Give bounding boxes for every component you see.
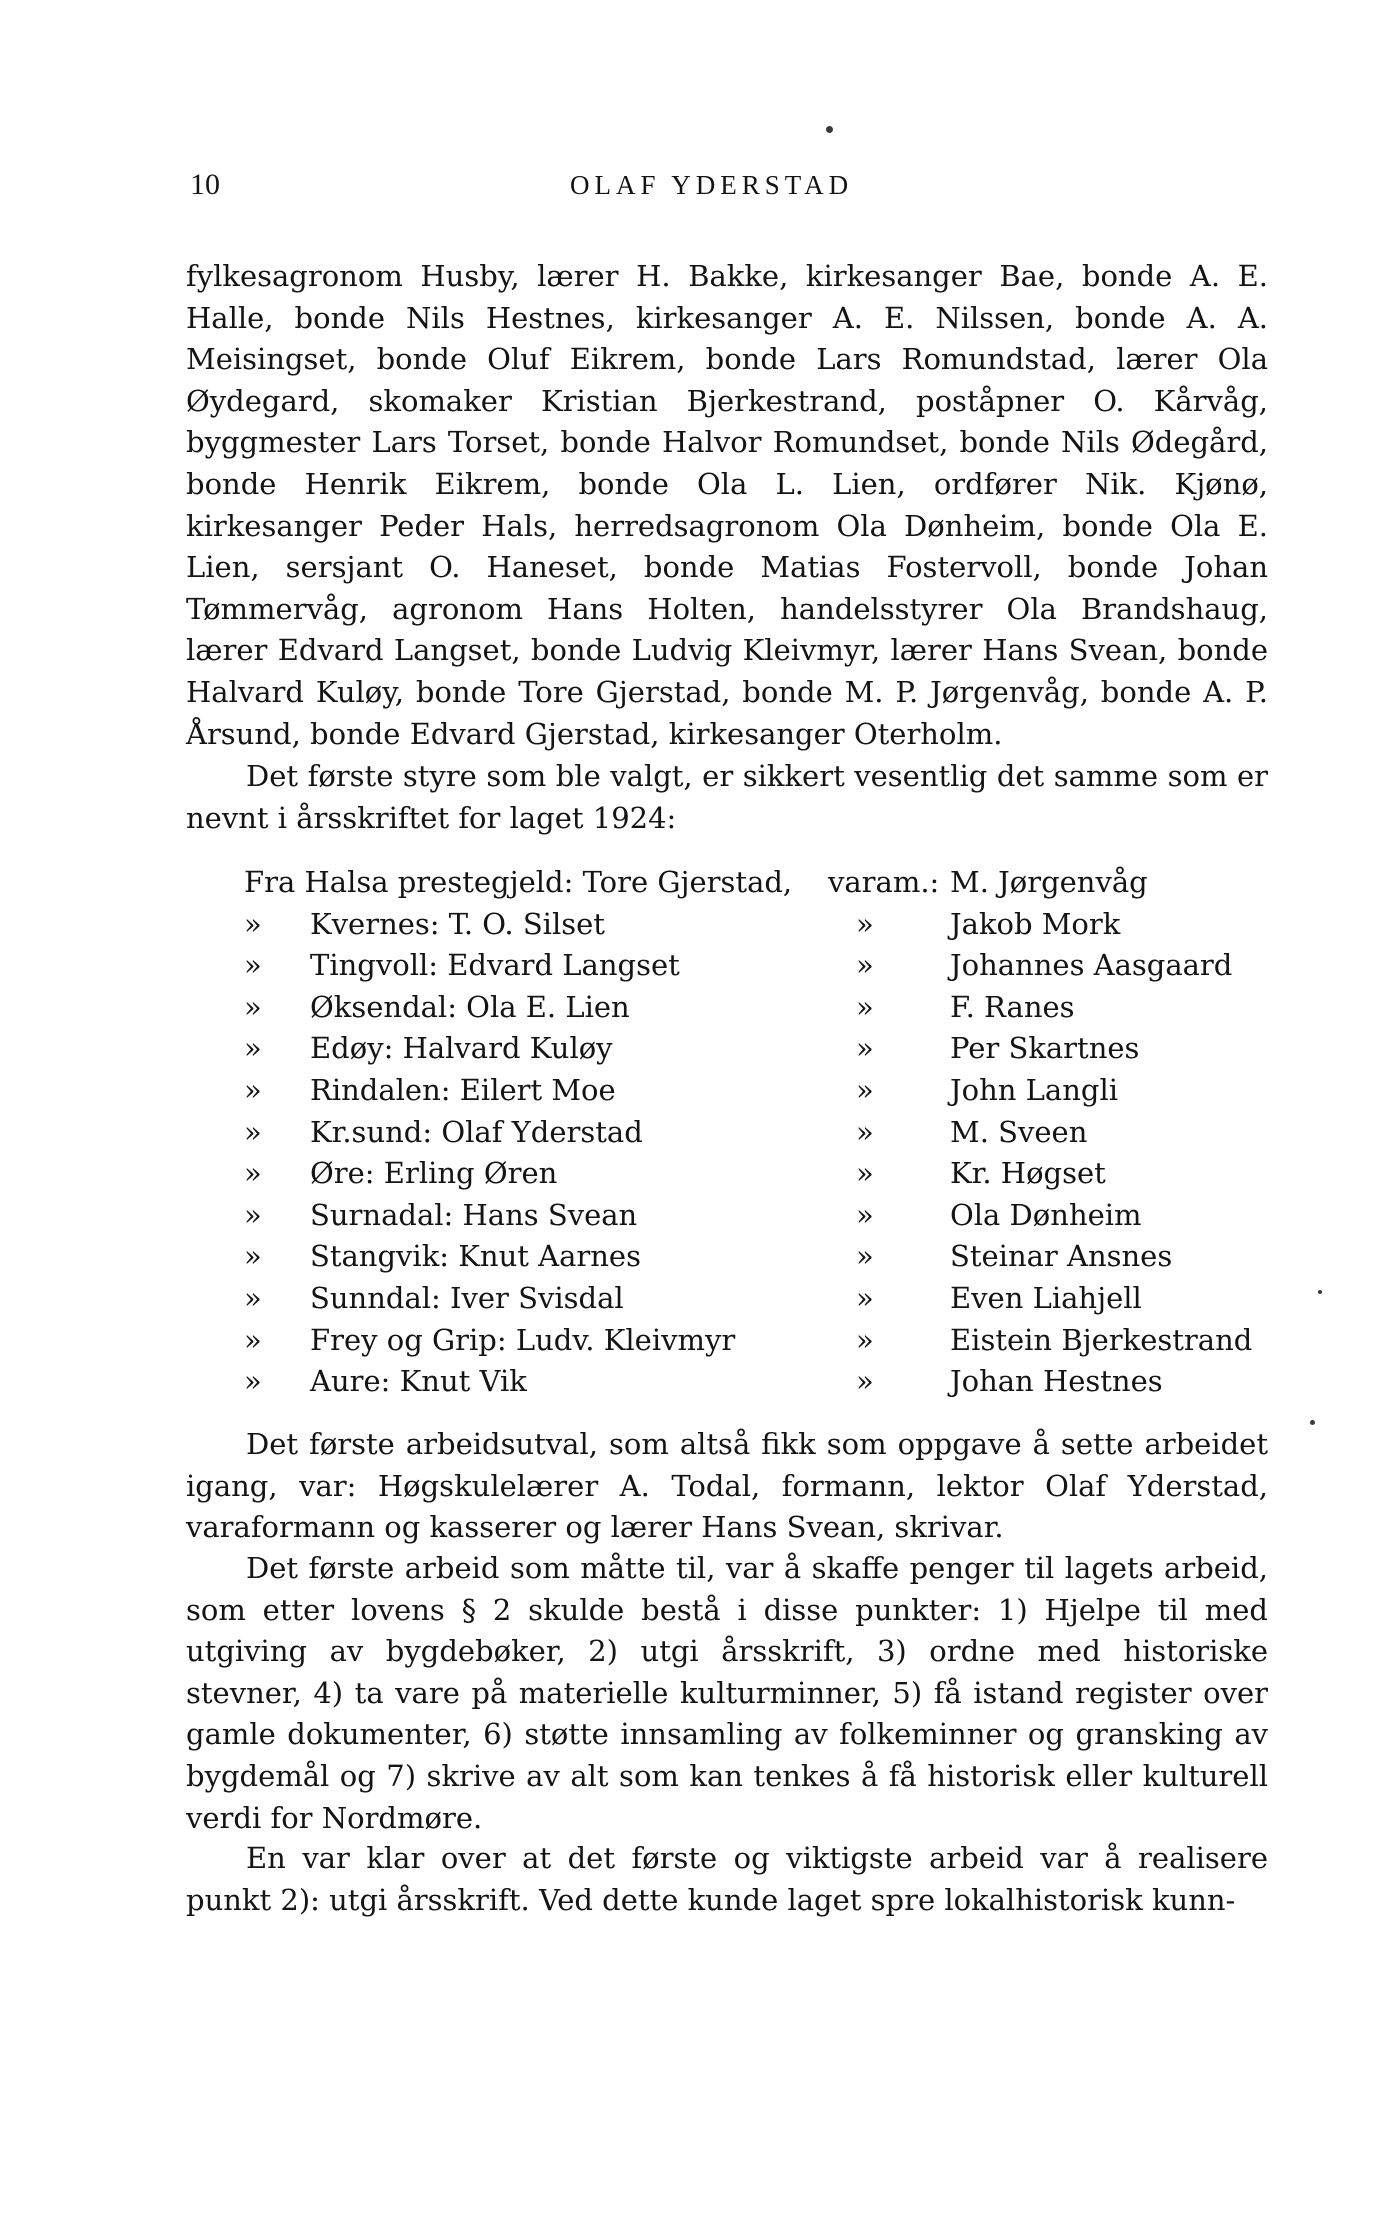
board-member: Øksendal: Ola E. Lien — [310, 989, 630, 1024]
board-member: Edøy: Halvard Kuløy — [310, 1031, 613, 1066]
board-row — [244, 1195, 1284, 1237]
board-deputy: Jakob Mork — [950, 906, 1121, 941]
board-row — [244, 945, 1284, 987]
print-speck — [1310, 1420, 1315, 1425]
ditto-mark: » — [856, 1197, 874, 1232]
paragraph-member-list: fylkesagronom Husby, lærer H. Bakke, kirkesanger Bae, bonde A. E. Halle, bonde Nils Hestnes, kirkesanger A. E. Nilssen, bonde A. A. Meisingset, bonde Oluf Eikrem, bonde Lars Romundstad, lærer Ola Øydegard, skomaker Kristian Bjerkestrand, poståpner O. Kårvåg, byggmester Lars Torset, bonde Halvor Romundset, bonde Nils Ødegård, bonde Henrik Eikrem, bonde Ola L. Lien, ordfører Nik. Kjønø, kirkesanger Peder Hals, herredsagronom Ola Dønheim, bonde Ola E. Lien, sersjant O. Haneset, bonde Matias Fostervoll, bonde Johan Tømmervåg, agronom Hans Holten, handelsstyrer Ola Brandshaug, lærer Edvard Langset, bonde Ludvig Kleivmyr, lærer Hans Svean, bonde Halvard Kuløy, bonde Tore Gjerstad, bonde M. P. Jørgenvåg, bonde A. P. Årsund, bonde Edvard Gjerstad, kirkesanger Oterholm. — [186, 259, 1268, 751]
ditto-mark: » — [244, 1031, 262, 1066]
board-member: Tingvoll: Edvard Langset — [310, 948, 680, 983]
board-row — [244, 987, 1284, 1029]
ditto-mark: » — [856, 1364, 874, 1399]
ditto-mark: » — [244, 1197, 262, 1232]
board-deputy: F. Ranes — [950, 989, 1075, 1024]
ditto-mark: » — [244, 1072, 262, 1107]
board-list — [244, 862, 1284, 1403]
board-member: Fra Halsa prestegjeld: Tore Gjerstad, — [244, 865, 793, 899]
board-deputy: Ola Dønheim — [950, 1197, 1142, 1232]
board-row — [244, 862, 1284, 904]
board-deputy: Eistein Bjerkestrand — [950, 1322, 1253, 1357]
board-deputy: Per Skartnes — [950, 1031, 1140, 1066]
ditto-mark: » — [856, 1072, 874, 1107]
print-speck — [826, 126, 833, 133]
board-member: Aure: Knut Vik — [310, 1364, 527, 1399]
board-deputy: John Langli — [950, 1072, 1118, 1107]
board-deputy: Kr. Høgset — [950, 1156, 1106, 1191]
varam-label: varam.: — [828, 865, 940, 899]
ditto-mark: » — [856, 948, 874, 983]
board-row — [244, 1361, 1284, 1403]
board-member: Kvernes: T. O. Silset — [310, 906, 605, 941]
ditto-mark: » — [856, 1280, 874, 1315]
board-member: Surnadal: Hans Svean — [310, 1197, 638, 1232]
board-row — [244, 1320, 1284, 1362]
ditto-mark: » — [244, 906, 262, 941]
ditto-mark: » — [244, 1280, 262, 1315]
board-deputy: Johannes Aasgaard — [950, 948, 1233, 983]
running-head: OLAF YDERSTAD — [570, 170, 854, 200]
paragraph-first-work: Det første arbeid som måtte til, var å skaffe penger til lagets arbeid, som etter lovens § 2 skulde bestå i disse punkter: 1) Hjelpe til med utgiving av bygdebøker, 2) utgi årsskrift, 3) ordne med historiske stevner, 4) ta vare på materielle kulturminner, 5) få istand register over gamle dokumenter, 6) støtte innsamling av folkeminner og gransking av bygdemål og 7) skrive av alt som kan tenkes å få historisk eller kulturell verdi for Nordmøre. — [186, 1551, 1268, 1835]
ditto-mark: » — [856, 906, 874, 941]
board-member: Kr.sund: Olaf Yderstad — [310, 1114, 643, 1149]
ditto-mark: » — [856, 1031, 874, 1066]
ditto-mark: » — [244, 1364, 262, 1399]
board-deputy: M. Jørgenvåg — [950, 865, 1148, 899]
board-row — [244, 1028, 1284, 1070]
board-member: Stangvik: Knut Aarnes — [310, 1239, 641, 1274]
ditto-mark: » — [856, 1322, 874, 1357]
page-number: 10 — [190, 168, 220, 201]
board-deputy: Even Liahjell — [950, 1280, 1142, 1315]
ditto-mark: » — [856, 1114, 874, 1149]
board-member: Øre: Erling Øren — [310, 1156, 558, 1191]
board-row — [244, 1153, 1284, 1195]
paragraph-first-board-intro: Det første styre som ble valgt, er sikkert vesentlig det samme som er nevnt i årsskriftet for laget 1924: — [186, 759, 1268, 835]
board-member: Sunndal: Iver Svisdal — [310, 1280, 624, 1315]
ditto-mark: » — [244, 1156, 262, 1191]
board-member: Frey og Grip: Ludv. Kleivmyr — [310, 1322, 736, 1357]
paragraph-yearbook: En var klar over at det første og viktigste arbeid var å realisere punkt 2): utgi årsskrift. Ved dette kunde laget spre lokalhistorisk kunn- — [186, 1841, 1268, 1917]
board-row — [244, 904, 1284, 946]
board-deputy: M. Sveen — [950, 1114, 1088, 1149]
ditto-mark: » — [244, 1322, 262, 1357]
ditto-mark: » — [856, 1156, 874, 1191]
board-member: Rindalen: Eilert Moe — [310, 1072, 616, 1107]
board-row — [244, 1236, 1284, 1278]
ditto-mark: » — [244, 1114, 262, 1149]
ditto-mark: » — [244, 1239, 262, 1274]
board-row — [244, 1112, 1284, 1154]
ditto-mark: » — [244, 948, 262, 983]
board-deputy: Johan Hestnes — [950, 1364, 1163, 1399]
ditto-mark: » — [856, 1239, 874, 1274]
ditto-mark: » — [856, 989, 874, 1024]
print-speck — [1318, 1290, 1322, 1294]
page-header — [190, 168, 1270, 218]
board-deputy: Steinar Ansnes — [950, 1239, 1173, 1274]
ditto-mark: » — [244, 989, 262, 1024]
paragraph-work-committee: Det første arbeidsutval, som altså fikk som oppgave å sette arbeidet igang, var: Høgskulelærer A. Todal, formann, lektor Olaf Yderstad, varaformann og kasserer og lærer Hans Svean, skrivar. — [186, 1427, 1268, 1545]
board-row — [244, 1070, 1284, 1112]
board-row — [244, 1278, 1284, 1320]
